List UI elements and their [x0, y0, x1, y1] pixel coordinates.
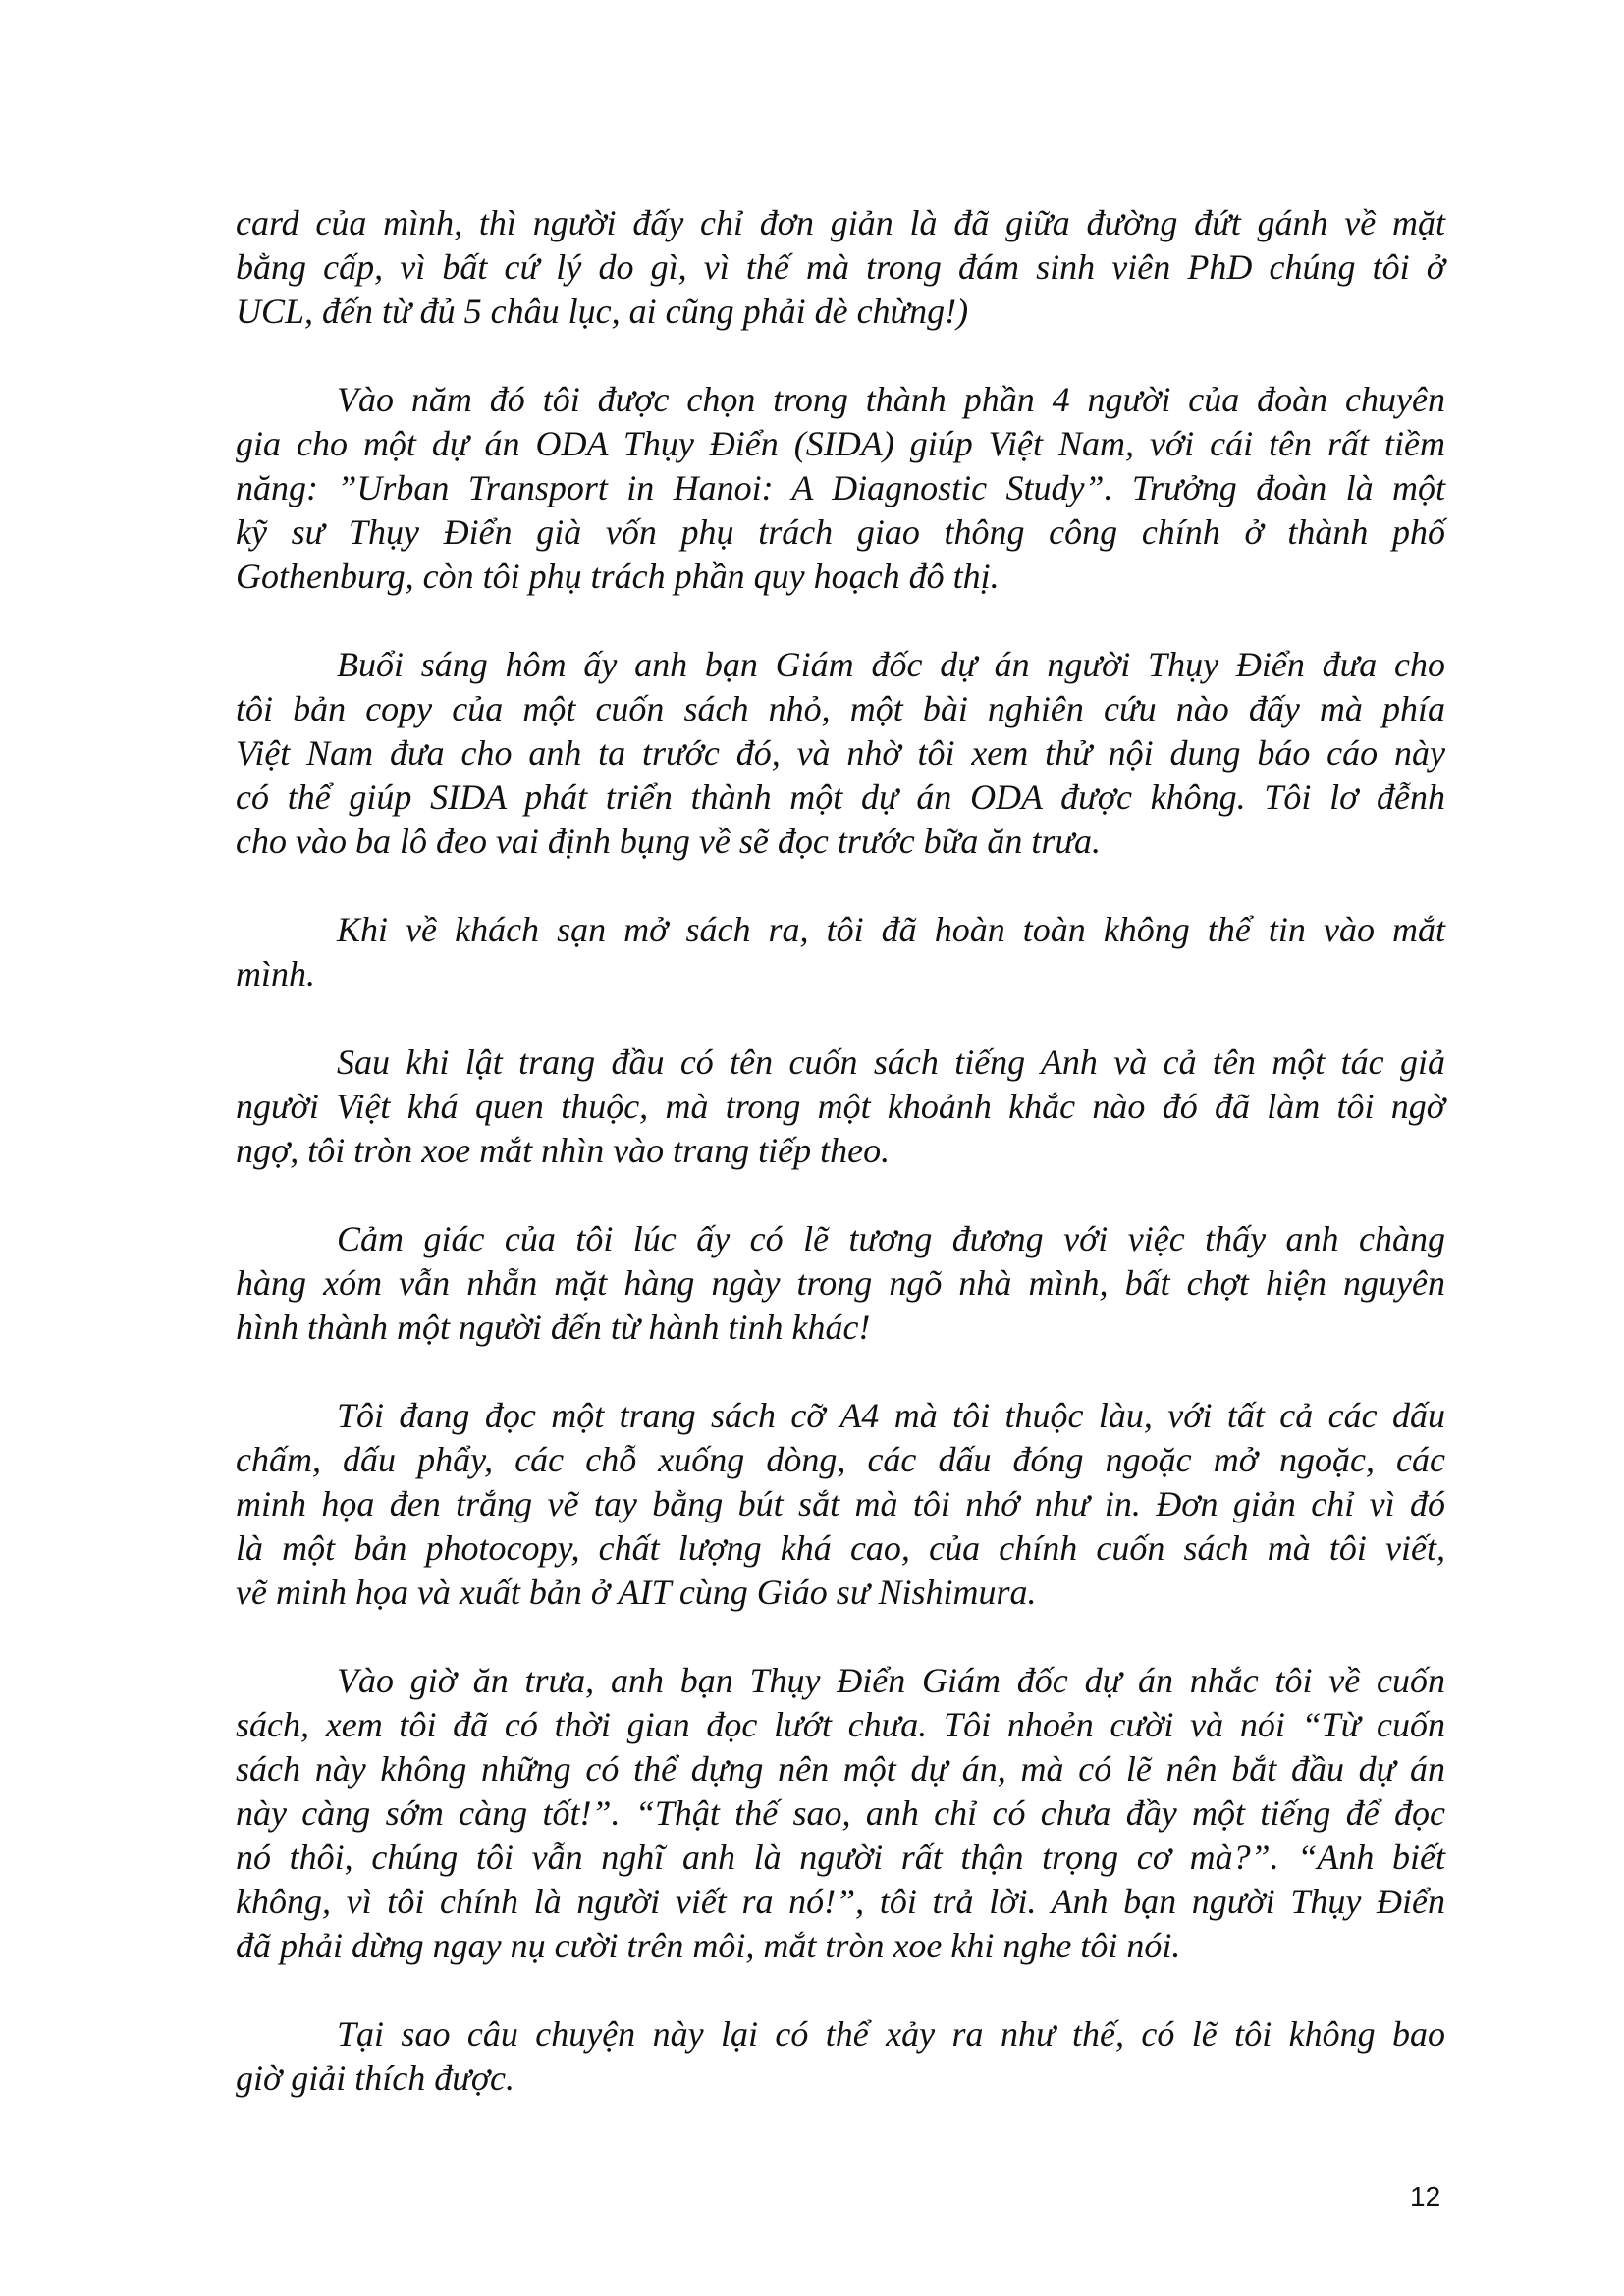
paragraph [236, 908, 1445, 996]
text-line: đã phải dừng ngay nụ cười trên môi, mắt tròn xoe khi nghe tôi nói. [236, 1926, 1181, 1965]
text-line: sách, xem tôi đã có thời gian đọc lướt chưa. Tôi nhoẻn cười và nói “Từ cuốn [236, 1705, 1445, 1744]
text-line: Tại sao câu chuyện này lại có thể xảy ra như thế, có lẽ tôi không bao [337, 2014, 1445, 2054]
text-line: tôi bản copy của một cuốn sách nhỏ, một bài nghiên cứu nào đấy mà phía [236, 689, 1445, 728]
paragraph [236, 1394, 1445, 1615]
text-line: minh họa đen trắng vẽ tay bằng bút sắt mà tôi nhớ như in. Đơn giản chỉ vì đó [236, 1484, 1445, 1523]
text-line: Vào giờ ăn trưa, anh bạn Thụy Điển Giám đốc dự án nhắc tôi về cuốn [337, 1661, 1445, 1700]
text-line: có thể giúp SIDA phát triển thành một dự án ODA được không. Tôi lơ đễnh [236, 777, 1445, 817]
text-line: ngợ, tôi tròn xoe mắt nhìn vào trang tiếp theo. [236, 1131, 891, 1170]
text-line: hình thành một người đến từ hành tinh khác! [236, 1308, 871, 1347]
text-line: kỹ sư Thụy Điển già vốn phụ trách giao thông công chính ở thành phố [236, 512, 1445, 552]
text-line: vẽ minh họa và xuất bản ở AIT cùng Giáo sư Nishimura. [236, 1573, 1037, 1612]
paragraph [236, 1041, 1445, 1173]
text-line: nó thôi, chúng tôi vẫn nghĩ anh là người rất thận trọng cơ mà?”. “Anh biết [236, 1838, 1445, 1877]
text-line: bằng cấp, vì bất cứ lý do gì, vì thế mà trong đám sinh viên PhD chúng tôi ở [236, 247, 1445, 287]
text-line: Gothenburg, còn tôi phụ trách phần quy hoạch đô thị. [236, 557, 1000, 596]
paragraph [236, 643, 1445, 864]
text-line: gia cho một dự án ODA Thụy Điển (SIDA) giúp Việt Nam, với cái tên rất tiềm [236, 424, 1445, 463]
text-line: Buổi sáng hôm ấy anh bạn Giám đốc dự án người Thụy Điển đưa cho [337, 645, 1445, 684]
text-line: này càng sớm càng tốt!”. “Thật thế sao, anh chỉ có chưa đầy một tiếng để đọc [236, 1793, 1445, 1833]
text-line: người Việt khá quen thuộc, mà trong một khoảnh khắc nào đó đã làm tôi ngờ [236, 1087, 1445, 1126]
text-line: chấm, dấu phẩy, các chỗ xuống dòng, các dấu đóng ngoặc mở ngoặc, các [236, 1440, 1445, 1479]
paragraph [236, 1217, 1445, 1350]
text-line: không, vì tôi chính là người viết ra nó!”, tôi trả lời. Anh bạn người Thụy Điển [236, 1882, 1445, 1921]
text-line: cho vào ba lô đeo vai định bụng về sẽ đọc trước bữa ăn trưa. [236, 822, 1101, 861]
text-line: là một bản photocopy, chất lượng khá cao, của chính cuốn sách mà tôi viết, [236, 1528, 1445, 1568]
text-line: Tôi đang đọc một trang sách cỡ A4 mà tôi thuộc làu, với tất cả các dấu [337, 1396, 1445, 1435]
text-line: Cảm giác của tôi lúc ấy có lẽ tương đương với việc thấy anh chàng [337, 1219, 1445, 1258]
text-line: Vào năm đó tôi được chọn trong thành phần 4 người của đoàn chuyên [337, 380, 1445, 419]
text-line: Việt Nam đưa cho anh ta trước đó, và nhờ tôi xem thử nội dung báo cáo này [236, 733, 1445, 773]
text-line: UCL, đến từ đủ 5 châu lục, ai cũng phải dè chừng!) [236, 292, 969, 331]
text-line: hàng xóm vẫn nhẵn mặt hàng ngày trong ngõ nhà mình, bất chợt hiện nguyên [236, 1263, 1445, 1303]
text-line: Sau khi lật trang đầu có tên cuốn sách tiếng Anh và cả tên một tác giả [337, 1042, 1445, 1082]
body-text [236, 201, 1445, 2145]
text-line: năng: ”Urban Transport in Hanoi: A Diagnostic Study”. Trưởng đoàn là một [236, 468, 1445, 507]
paragraph [236, 378, 1445, 599]
text-line: giờ giải thích được. [236, 2058, 515, 2098]
text-line: Khi về khách sạn mở sách ra, tôi đã hoàn toàn không thể tin vào mắt [337, 910, 1445, 949]
text-line: card của mình, thì người đấy chỉ đơn giản là đã giữa đường đứt gánh về mặt [236, 203, 1445, 242]
text-line: sách này không những có thể dựng nên một dự án, mà có lẽ nên bắt đầu dự án [236, 1749, 1445, 1789]
paragraph [236, 1659, 1445, 1968]
page-number: 12 [1410, 2181, 1441, 2212]
paragraph [236, 2012, 1445, 2101]
text-line: mình. [236, 954, 315, 993]
paragraph [236, 201, 1445, 334]
